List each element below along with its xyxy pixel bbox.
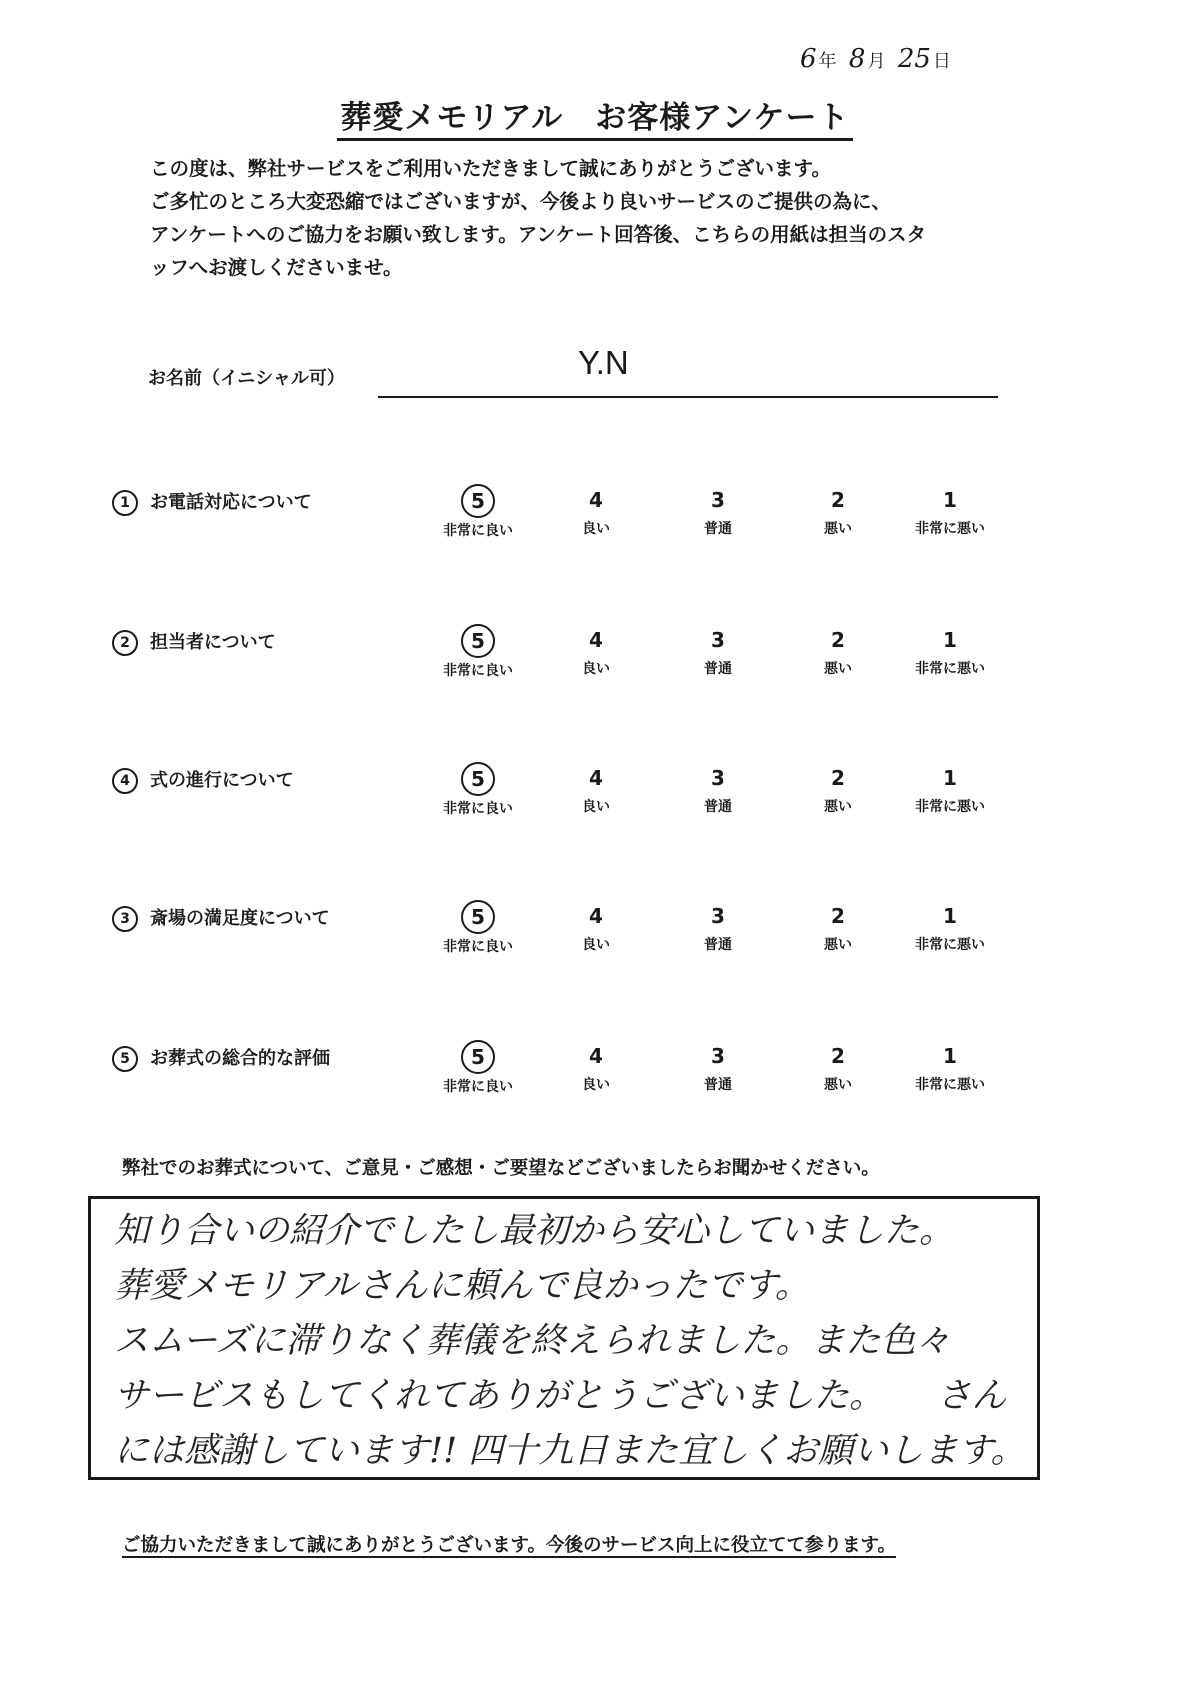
footer-thanks: ご協力いただきまして誠にありがとうございます。今後のサービス向上に役立てて参ります。 (122, 1535, 897, 1556)
rating-option[interactable] (536, 1040, 656, 1094)
question-number: 1 (112, 490, 138, 516)
comment-line: 葬愛メモリアルさんに頼んで良かったです。 (114, 1266, 810, 1306)
rating-option[interactable] (536, 900, 656, 954)
rating-option[interactable] (658, 900, 778, 954)
score-description: 良い (582, 1077, 610, 1093)
intro-line: ご多忙のところ大変恐縮ではございますが、今後より良いサービスのご提供の為に、 (150, 190, 892, 213)
name-field-value[interactable]: Y.N (578, 344, 629, 381)
score-description: 非常に良い (443, 801, 513, 817)
score: 3 (711, 628, 725, 652)
score-description: 非常に悪い (915, 1077, 985, 1093)
score: 4 (589, 488, 603, 512)
rating-option[interactable] (658, 484, 778, 538)
score-description: 普通 (704, 661, 732, 677)
rating-option[interactable] (890, 624, 1010, 678)
rating-option[interactable] (778, 900, 898, 954)
score: 2 (831, 904, 845, 928)
score-description: 悪い (824, 1077, 852, 1093)
question-text: 式の進行について (150, 770, 294, 791)
score-description: 悪い (824, 799, 852, 815)
month-value: 8 (848, 44, 866, 74)
comment-line: には感謝しています!! 四十九日また宜しくお願いします。 (114, 1431, 1026, 1471)
year-label: 年 (818, 51, 837, 72)
score-description: 非常に良い (443, 1079, 513, 1095)
score: 3 (711, 766, 725, 790)
question-text: お葬式の総合的な評価 (150, 1048, 330, 1069)
score-description: 普通 (704, 521, 732, 537)
score: 1 (943, 1044, 957, 1068)
question-text: お電話対応について (150, 492, 312, 513)
rating-option[interactable] (658, 1040, 778, 1094)
score: 4 (589, 904, 603, 928)
day-label: 日 (932, 51, 951, 72)
score-description: 良い (582, 521, 610, 537)
survey-date (800, 44, 957, 74)
question-text: 担当者について (150, 632, 276, 653)
comment-prompt: 弊社でのお葬式について、ご意見・ご感想・ご要望などございましたらお聞かせください。 (122, 1158, 880, 1179)
rating-option[interactable] (418, 484, 538, 540)
score: 1 (943, 904, 957, 928)
score: 3 (711, 488, 725, 512)
score: 3 (711, 904, 725, 928)
rating-option[interactable] (418, 1040, 538, 1096)
question-number: 2 (112, 630, 138, 656)
score-description: 非常に悪い (915, 661, 985, 677)
rating-option[interactable] (658, 624, 778, 678)
score-description: 悪い (824, 521, 852, 537)
question-text: 斎場の満足度について (150, 908, 330, 929)
rating-option[interactable] (890, 762, 1010, 816)
question-label (112, 1044, 330, 1072)
question-label (112, 628, 276, 656)
score: 2 (831, 766, 845, 790)
score: 2 (831, 488, 845, 512)
rating-option[interactable] (418, 900, 538, 956)
rating-option[interactable] (778, 762, 898, 816)
month-label: 月 (867, 51, 886, 72)
score-description: 非常に良い (443, 939, 513, 955)
question-label (112, 766, 294, 794)
score: 4 (589, 1044, 603, 1068)
comment-text (114, 1204, 1034, 1479)
comment-line: サービスもしてくれてありがとうございました。 さん (114, 1376, 1007, 1416)
score-description: 非常に悪い (915, 521, 985, 537)
rating-option[interactable] (658, 762, 778, 816)
rating-option[interactable] (778, 1040, 898, 1094)
score: 4 (589, 766, 603, 790)
rating-option[interactable] (418, 624, 538, 680)
score-description: 普通 (704, 937, 732, 953)
question-number: 4 (112, 768, 138, 794)
rating-option[interactable] (536, 624, 656, 678)
day-value: 25 (897, 44, 931, 74)
rating-option[interactable] (890, 900, 1010, 954)
name-label: お名前（イニシャル可） (148, 368, 345, 389)
score-description: 非常に良い (443, 663, 513, 679)
score: 1 (943, 488, 957, 512)
score: 1 (943, 766, 957, 790)
score: 2 (831, 1044, 845, 1068)
score-description: 非常に良い (443, 523, 513, 539)
rating-option[interactable] (536, 762, 656, 816)
year-value: 6 (800, 44, 817, 74)
score-description: 良い (582, 799, 610, 815)
name-underline (378, 396, 998, 398)
score: 2 (831, 628, 845, 652)
score-description: 良い (582, 661, 610, 677)
intro-text (150, 152, 1020, 284)
selected-score: 5 (461, 484, 495, 518)
score: 1 (943, 628, 957, 652)
intro-line: ッフへお渡しくださいませ。 (150, 256, 403, 279)
rating-option[interactable] (778, 624, 898, 678)
score: 4 (589, 628, 603, 652)
score-description: 非常に悪い (915, 937, 985, 953)
question-label (112, 488, 312, 516)
selected-score: 5 (461, 1040, 495, 1074)
rating-option[interactable] (418, 762, 538, 818)
score-description: 普通 (704, 799, 732, 815)
rating-option[interactable] (890, 1040, 1010, 1094)
question-number: 3 (112, 906, 138, 932)
score: 3 (711, 1044, 725, 1068)
rating-option[interactable] (778, 484, 898, 538)
score-description: 普通 (704, 1077, 732, 1093)
rating-option[interactable] (890, 484, 1010, 538)
selected-score: 5 (461, 900, 495, 934)
question-label (112, 904, 330, 932)
score-description: 悪い (824, 937, 852, 953)
comment-line: 知り合いの紹介でしたし最初から安心していました。 (114, 1211, 955, 1251)
intro-line: アンケートへのご協力をお願い致します。アンケート回答後、こちらの用紙は担当のスタ (150, 223, 927, 246)
page-title: 葬愛メモリアル お客様アンケート (0, 92, 1190, 137)
score-description: 良い (582, 937, 610, 953)
score-description: 悪い (824, 661, 852, 677)
selected-score: 5 (461, 624, 495, 658)
rating-option[interactable] (536, 484, 656, 538)
question-number: 5 (112, 1046, 138, 1072)
score-description: 非常に悪い (915, 799, 985, 815)
comment-line: スムーズに滞りなく葬儀を終えられました。また色々 (114, 1321, 951, 1361)
selected-score: 5 (461, 762, 495, 796)
intro-line: この度は、弊社サービスをご利用いただきまして誠にありがとうございます。 (150, 157, 831, 180)
